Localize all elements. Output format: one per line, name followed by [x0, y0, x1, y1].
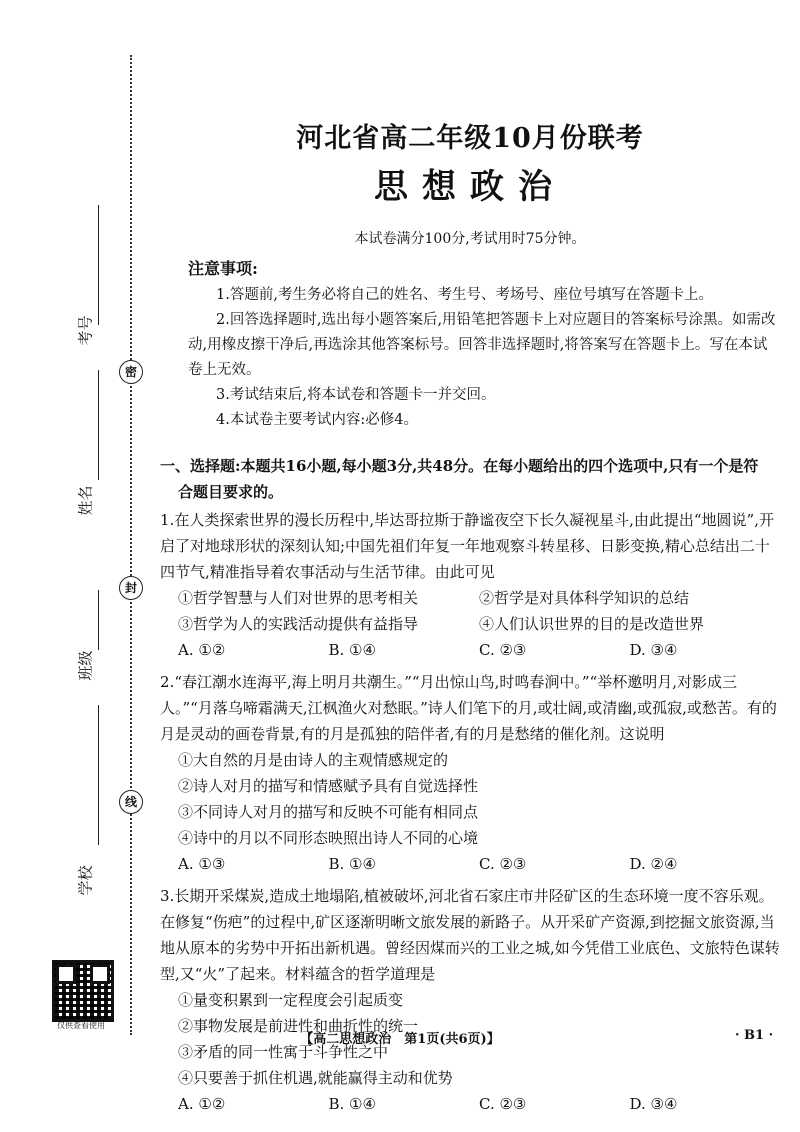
exam-title: 河北省高二年级10月份联考: [296, 123, 644, 154]
question-text: 在人类探索世界的漫长历程中,毕达哥拉斯于静谧夜空下长久凝视星斗,由此提出“地圆说”,开启了对地球形状的深刻认知;中国先祖们年复一年地观察斗转星移、日影变换,精心总结出二十四节气,精准指导着农事活动与生活节律。由此可见: [160, 511, 774, 581]
question-3-stem: [160, 883, 780, 987]
answer-d: D. ③④: [629, 1095, 678, 1113]
option-4: ④人们认识世界的目的是改造世界: [479, 615, 705, 633]
answer-d: D. ②④: [629, 855, 678, 873]
qr-caption: 仅供查看使用: [57, 1021, 105, 1030]
option-4: ④只要善于抓住机遇,就能赢得主动和优势: [178, 1069, 453, 1087]
option-1: ①哲学智慧与人们对世界的思考相关: [178, 589, 419, 607]
question-number: 3.: [160, 887, 175, 905]
question-text: 长期开采煤炭,造成土地塌陷,植被破坏,河北省石家庄市井陉矿区的生态环境一度不容乐观。在修复“伤疤”的过程中,矿区逐渐明晰文旅发展的新路子。从开采矿产资源,到挖掘文旅资源,当地从原本的劣势中开拓出新机遇。曾经因煤而兴的工业之城,如今凭借工业底色、文旅特色谋转型,又“火”了起来。材料蕴含的哲学道理是: [160, 887, 780, 983]
answer-c: C. ②③: [479, 1095, 527, 1113]
note-item: 3.考试结束后,将本试卷和答题卡一并交回。: [216, 387, 496, 403]
option-4: ④诗中的月以不同形态映照出诗人不同的心境: [178, 829, 479, 847]
answer-c: C. ②③: [479, 855, 527, 873]
answer-c: C. ②③: [479, 641, 527, 659]
option-3: ③不同诗人对月的描写和反映不可能有相同点: [178, 803, 479, 821]
answer-b: B. ①④: [328, 1095, 376, 1113]
qr-code: [52, 960, 114, 1022]
answer-a: A. ①②: [178, 1095, 226, 1113]
question-2-answers: [160, 851, 780, 877]
question-3-answers: [160, 1091, 780, 1117]
option-3: ③哲学为人的实践活动提供有益指导: [178, 615, 419, 633]
school-line: [98, 705, 99, 845]
answer-a: A. ①②: [178, 641, 226, 659]
class-label: 班级: [76, 650, 95, 681]
question-number: 1.: [160, 511, 175, 529]
seal-char-mi: 密: [119, 360, 143, 384]
note-item: 4.本试卷主要考试内容:必修4。: [216, 412, 418, 428]
option-1: ①量变积累到一定程度会引起质变: [178, 991, 404, 1009]
note-item: 1.答题前,考生务必将自己的姓名、考生号、考场号、座位号填写在答题卡上。: [216, 287, 713, 303]
section-heading: [160, 453, 780, 505]
seal-char-xian: 线: [119, 790, 143, 814]
exam-subtitle: 本试卷满分100分,考试用时75分钟。: [354, 231, 586, 247]
subject-title: 思想政治: [374, 167, 566, 207]
exam-content: [160, 110, 780, 1123]
notes-title: 注意事项:: [188, 259, 258, 278]
answer-a: A. ①③: [178, 855, 226, 873]
seal-char-feng: 封: [119, 576, 143, 600]
school-label: 学校: [76, 865, 95, 896]
question-1-stem: [160, 507, 780, 585]
question-2-stem: [160, 669, 780, 747]
option-2: ②事物发展是前进性和曲折性的统一: [178, 1017, 419, 1035]
answer-b: B. ①④: [328, 641, 376, 659]
answer-b: B. ①④: [328, 855, 376, 873]
section-heading-line2: 合题目要求的。: [178, 483, 284, 501]
binding-dotted-line: [130, 55, 132, 1035]
name-line: [98, 370, 99, 480]
exam-no-label: 考号: [76, 315, 95, 346]
class-line: [98, 590, 99, 650]
exam-no-line: [98, 205, 99, 325]
option-3: ③矛盾的同一性寓于斗争性之中: [178, 1043, 389, 1061]
answer-d: D. ③④: [629, 641, 678, 659]
paper-code: · B1 ·: [735, 1028, 774, 1043]
option-1: ①大自然的月是由诗人的主观情感规定的: [178, 751, 449, 769]
question-1-options: [160, 585, 780, 637]
name-label: 姓名: [76, 485, 95, 516]
page-footer: 【高二思想政治 第1页(共6页)】: [300, 1032, 500, 1047]
option-2: ②诗人对月的描写和情感赋予具有自觉选择性: [178, 777, 479, 795]
question-1-answers: [160, 637, 780, 663]
option-2: ②哲学是对具体科学知识的总结: [479, 589, 690, 607]
question-number: 2.: [160, 673, 175, 691]
note-item: 2.回答选择题时,选出每小题答案后,用铅笔把答题卡上对应题目的答案标号涂黑。如需改动,用橡皮擦干净后,再选涂其他答案标号。回答非选择题时,将答案写在答题卡上。写在本试卷上无效。: [188, 312, 776, 378]
section-heading-line1: 一、选择题:本题共16小题,每小题3分,共48分。在每小题给出的四个选项中,只有一个是符: [160, 457, 759, 475]
question-text: “春江潮水连海平,海上明月共潮生。”“月出惊山鸟,时鸣春涧中。”“举杯邀明月,对影成三人。”“月落乌啼霜满天,江枫渔火对愁眠。”诗人们笔下的月,或壮阔,或清幽,或孤寂,或愁苦。有的月是灵动的画卷背景,有的月是孤独的陪伴者,有的月是愁绪的催化剂。这说明: [160, 673, 777, 743]
